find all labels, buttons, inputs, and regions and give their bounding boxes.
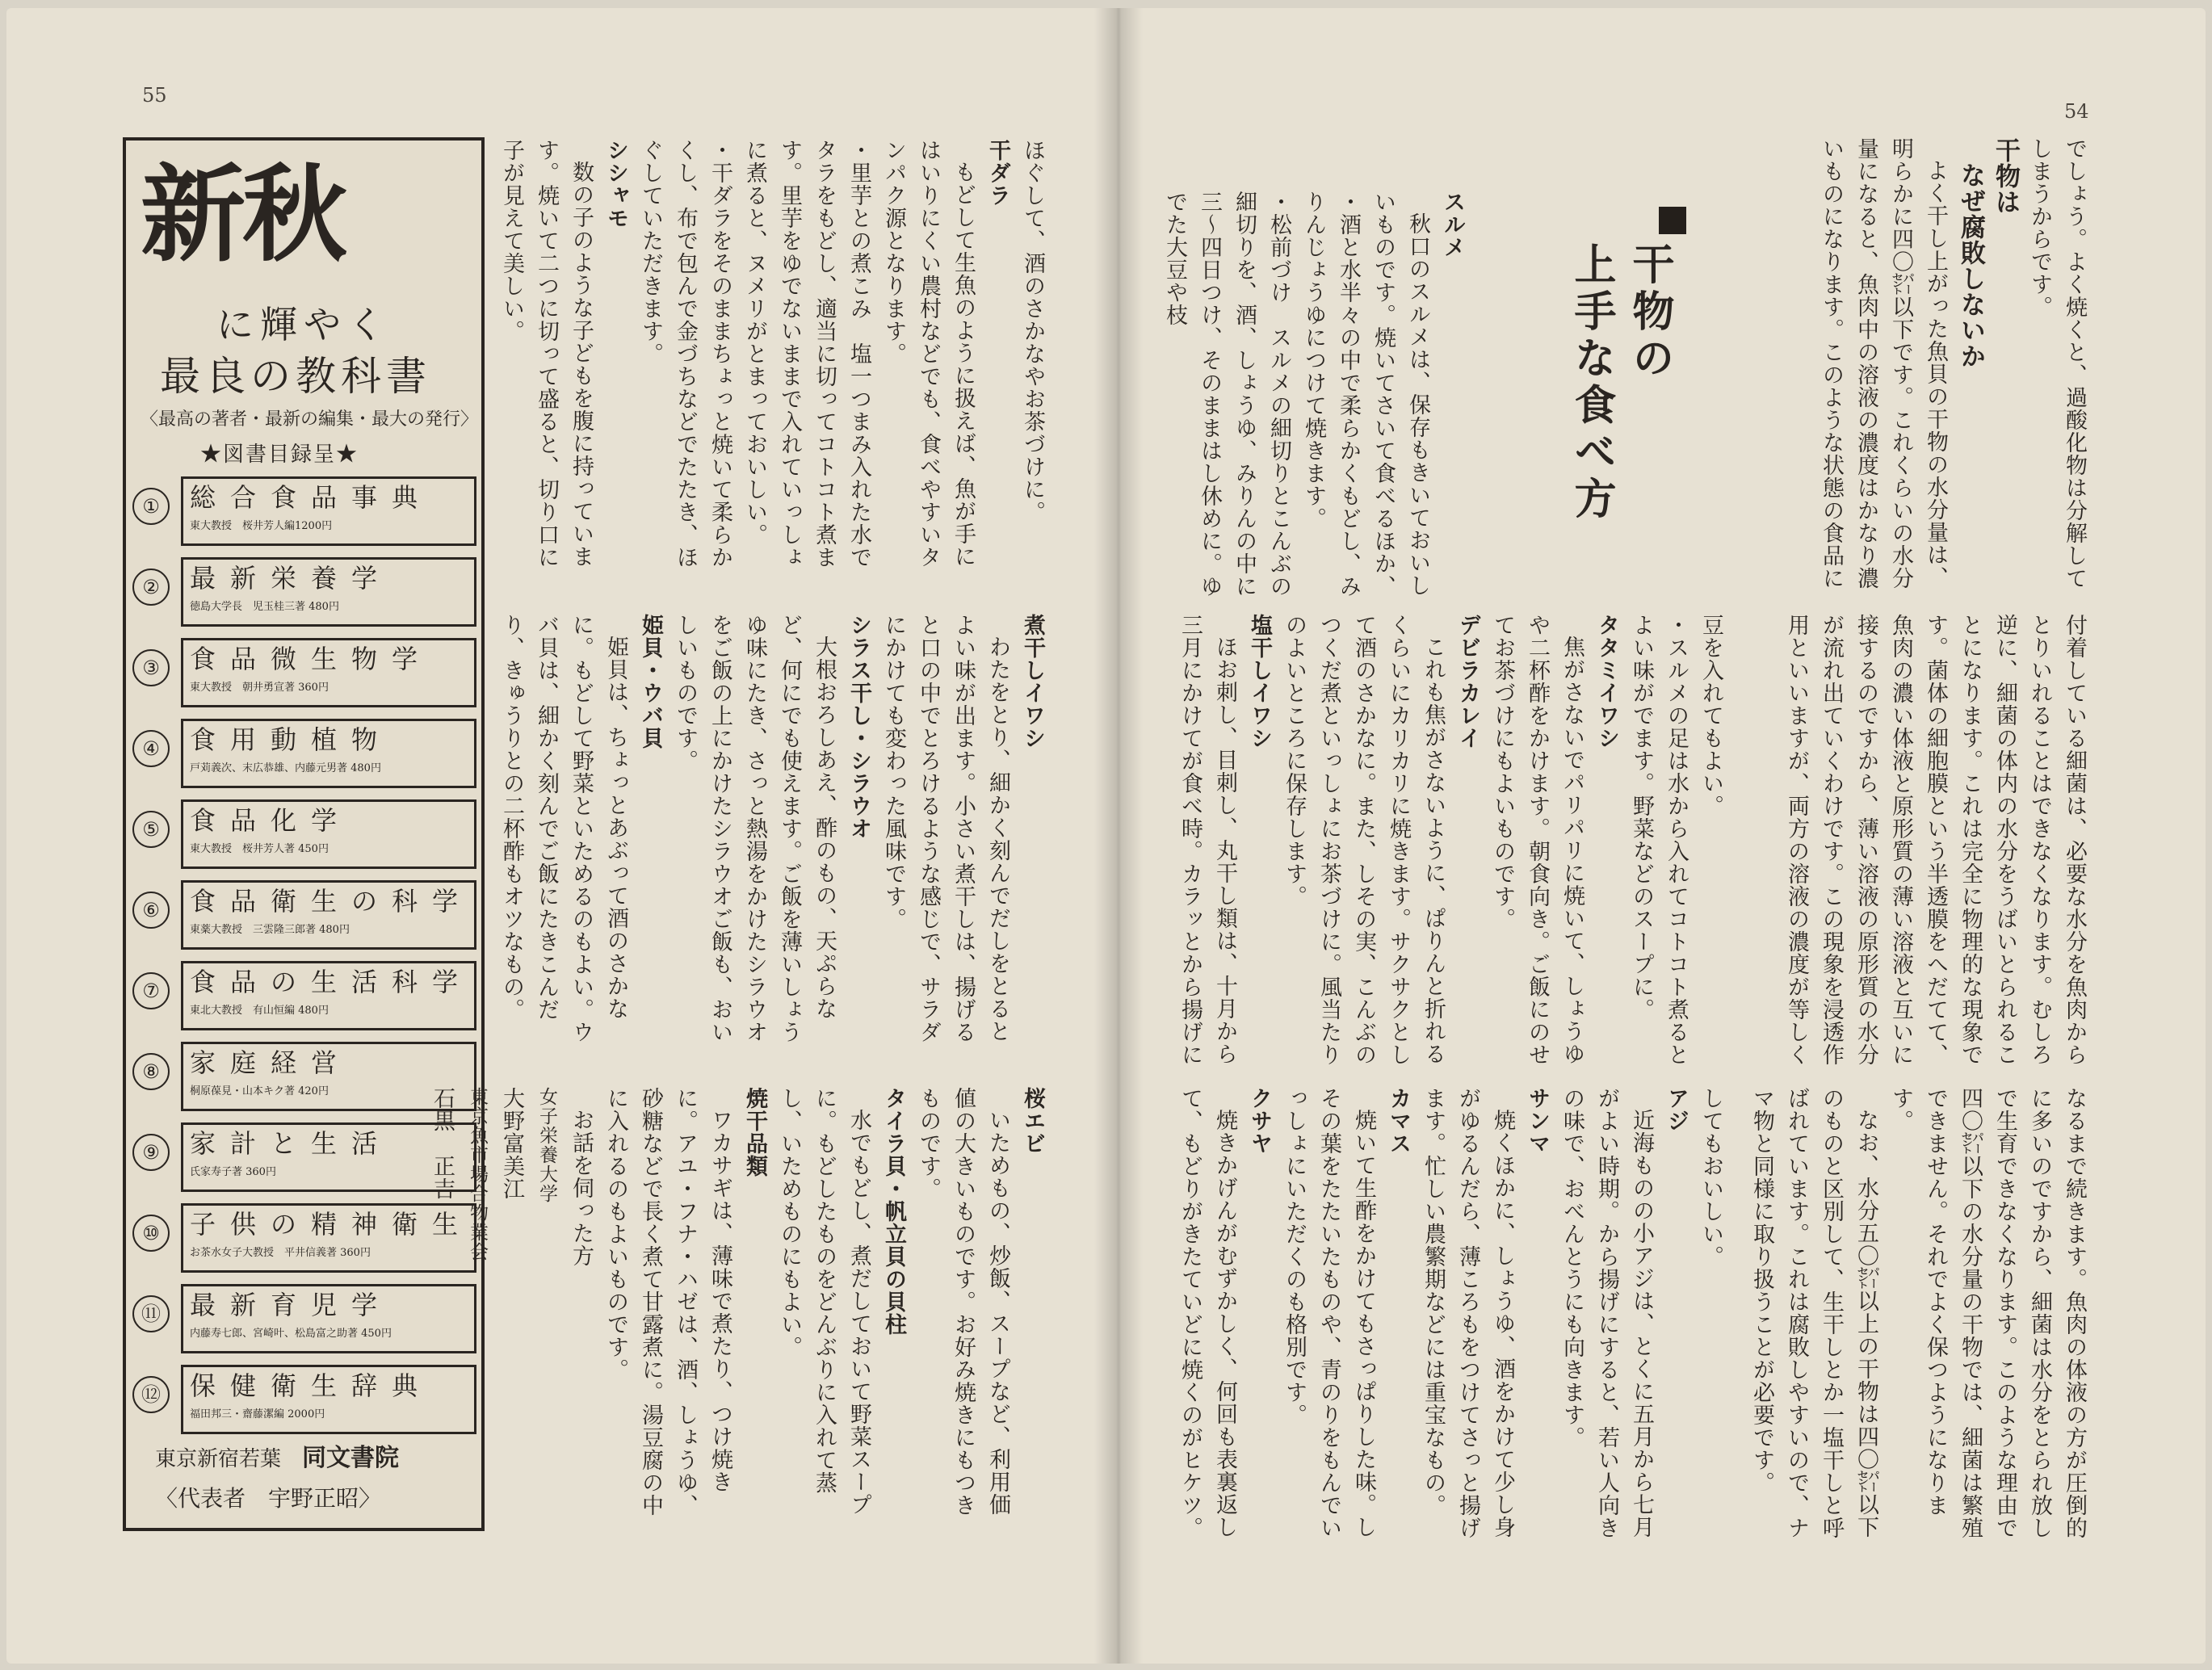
book-number: ③ [132, 649, 170, 686]
right-column-top [1744, 137, 2092, 590]
paragraph: 焼くほかに、しょうゆ、酒をかけて少し身がゆるんだら、薄ころもをつけてさっと揚げます。忙しい農繁期などには重宝なもの。 [1421, 1087, 1515, 1539]
book-title: 家計と生活 [190, 1128, 392, 1159]
book-title: 食用動植物 [190, 724, 392, 755]
section-heading: アジ [1664, 1087, 1689, 1132]
book-number: ⑪ [132, 1295, 170, 1332]
section-heading: カマス [1386, 1087, 1411, 1155]
paragraph: ほお刺し、目刺し、丸干し類は、十月から三月にかけてが食べ時。カラッとから揚げに [1177, 614, 1237, 1066]
ad-headline: 新秋 [141, 153, 345, 276]
paragraph: 近海ものの小アジは、とくに五月から七月がよい時期。から揚げにすると、若い人向きの味で、おべんとうにも向きます。 [1559, 1087, 1654, 1539]
book-title-box [181, 880, 476, 950]
paragraph: 秋口のスルメは、保存もきいておいしいものです。焼いてさいて食べるほか、 [1370, 191, 1430, 598]
ad-tagline: 〈最高の著者・最新の編集・最大の発行〉 [141, 409, 479, 430]
left-column-upper [499, 139, 1050, 575]
title-marker-square [1659, 207, 1686, 234]
book-number: ① [132, 488, 170, 525]
paragraph: してもおいしい。 [1698, 1087, 1723, 1268]
book-author: 東薬大教授 三雲隆三郎著 480円 [190, 924, 350, 936]
book-title: 最新育児学 [190, 1290, 392, 1320]
paragraph: 付着している細菌は、必要な水分を魚肉からとりいれることはできなくなります。むしろ逆に、細菌の体内の水分をうばいとられることになります。これは完全に物理的な現象です。菌体の細胞膜という半透膜をへだてて、魚肉の濃い体液と原形質の薄い溶液と互いに接するのですから、薄い溶液の原形質の水分が流れ出ていくわけです。この現象を浸透作用といいますが、両方の溶液の濃度が等しく [1784, 614, 2087, 1066]
book-title: 食品化学 [190, 805, 352, 836]
right-column-mid [1744, 614, 2092, 1066]
paragraph: ・酒と水半々の中で柔らかくもどし、みりんじょうゆにつけて焼きます。 [1301, 191, 1361, 598]
book-entry [132, 880, 473, 950]
book-entry [132, 961, 473, 1030]
section-heading: クサヤ [1247, 1087, 1272, 1155]
book-author: 桐原葆見・山本キク著 420円 [190, 1085, 329, 1097]
book-title: 家庭経営 [190, 1047, 352, 1078]
ad-list-title: ★図書目録呈★ [200, 443, 359, 467]
book-number: ⑧ [132, 1053, 170, 1090]
section-heading: タタミイワシ [1594, 614, 1619, 749]
credit-name: 大野富美江 [499, 1087, 524, 1200]
book-number: ⑥ [132, 892, 170, 929]
book-number: ⑨ [132, 1134, 170, 1171]
book-title-box [181, 799, 476, 869]
paragraph: ・松前づけ スルメの細切りとこんぶの細切りを、酒、しょうゆ、みりんの中に三〜四日つけ、そのままはし休めに。ゆでた大豆や枝 [1162, 191, 1291, 598]
ad-subheadline-1: に輝やく [216, 303, 391, 346]
book-author: 東北大教授 有山恒編 480円 [190, 1005, 329, 1017]
left-column-lower [430, 1087, 1050, 1523]
paragraph: いためもの、炒飯、スープなど、利用価値の大きいものです。お好み焼きにもつきものです。 [916, 1087, 1010, 1517]
section-heading: なぜ腐敗しないか [1956, 162, 1985, 369]
book-author: 東大教授 桜井芳人編1200円 [190, 520, 333, 532]
book-title: 子供の精神衛生 [190, 1209, 473, 1240]
paragraph: 焼きかげんがむずかしく、何回も表裏返して、もどりがきたていどに焼くのがヒケツ。 [1177, 1087, 1237, 1539]
article-title-line-1: 干物の [1625, 242, 1673, 383]
credit-name: 石黒 正吉 [430, 1087, 455, 1200]
book-entry [132, 1284, 470, 1353]
book-author: 内藤寿七郎、宮崎叶、松島富之助著 450円 [190, 1328, 392, 1340]
book-entry [132, 476, 470, 546]
paragraph: 焼いて生酢をかけてもさっぱりした味。しその葉をたたいたものや、青のりをもんでいっしょにいただくのも格別です。 [1282, 1087, 1376, 1539]
publisher-line [155, 1442, 399, 1475]
book-title-box [181, 557, 476, 627]
left-column-middle [499, 614, 1050, 1050]
paragraph: 水でもどし、煮だしておいて野菜スープに。もどしたものをどんぶりに入れて蒸し、いためものにもよい。 [777, 1087, 871, 1516]
book-title: 保健衛生辞典 [190, 1370, 433, 1401]
paragraph: ワカサギは、薄味で煮たり、つけ焼きに。アユ・フナ・ハゼは、酒、しょうゆ、砂糖などで長く煮て甘露煮に。湯豆腐の中に入れるのもよいものです。 [603, 1087, 732, 1517]
publisher-name: 同文書院 [302, 1444, 400, 1472]
book-author: 戸苅義次、末広恭雄、内藤元男著 480円 [190, 762, 381, 774]
book-title-box [181, 638, 476, 707]
section-heading: 干ダラ [985, 139, 1010, 207]
section-heading: シラス干し・シラウオ [846, 614, 871, 840]
book-author: 氏家寿子著 360円 [190, 1166, 276, 1178]
book-title: 食品衛生の科学 [190, 886, 473, 917]
section-heading: スルメ [1440, 191, 1465, 258]
paragraph: 姫貝は、ちょっとあぶって酒のさかなに。もどして野菜といためるのもよい。ウバ貝は、細かく刻んでご飯にたきこんだり、きゅうりとの二杯酢もオツなもの。 [499, 614, 628, 1043]
book-title: 最新栄養学 [190, 563, 392, 594]
book-entry [132, 557, 470, 627]
book-title: 食品の生活科学 [190, 967, 473, 997]
paragraph: 豆を入れてもよい。 [1698, 614, 1723, 817]
paragraph: これも焦がさないように、ぱりんと折れるくらいにカリカリに焼きます。サクサクとして酒のさかなに。また、しその実、こんぶのつくだ煮といっしょにお茶づけに。風当たりのよいところに保存します。 [1282, 614, 1446, 1066]
article-title [1501, 242, 1678, 549]
credit-org: 東京魚市場合物業会 [467, 1087, 488, 1261]
section-heading: サンマ [1525, 1087, 1550, 1155]
book-author: 東大教授 朝井勇宣著 360円 [190, 682, 329, 694]
right-column-bottom [1744, 1087, 2092, 1539]
book-title-box [181, 961, 476, 1030]
book-author: 福田邦三・齋藤潔編 2000円 [190, 1408, 325, 1420]
publisher-representative: 〈代表者 宇野正昭〉 [155, 1485, 382, 1512]
book-number: ④ [132, 730, 170, 767]
article-title-line-2: 上手な食べ方 [1567, 242, 1615, 523]
section-heading: 姫貝・ウバ貝 [638, 614, 663, 749]
book-title-box [181, 476, 476, 546]
right-column-b [1163, 614, 1728, 1066]
paragraph: よく干し上がった魚貝の干物の水分量は、明らかに四〇㌫以下です。これくらいの水分量になると、魚肉中の溶液の濃度はかなり濃いものになります。このような状態の食品に [1819, 137, 1948, 590]
paragraph: なるまで続きます。魚肉の体液の方が圧倒的に多いのですから、細菌は水分をとられ放しで生育できなくなります。このような理由で四〇㌫以下の水分量の干物では、細菌は繁殖できません。それでよく保つようになります。 [1888, 1087, 2087, 1539]
publisher-address: 東京新宿若葉 [155, 1447, 282, 1471]
paragraph: 焦がさないでパリパリに焼いて、しょうゆや二杯酢をかけます。朝食向き。ご飯にのせてお茶づけにもよいものです。 [1490, 614, 1584, 1066]
paragraph: なお、水分五〇㌫以上の干物は四〇㌫以下のものと区別して、生干しとか一塩干しと呼ばれています。これは腐敗しやすいので、ナマ物と同様に取り扱うことが必要です。 [1749, 1087, 1878, 1539]
credit-label: お話を伺った方 [569, 1109, 594, 1267]
credit-org: 女子栄養大学 [536, 1087, 557, 1203]
section-heading: 塩干しイワシ [1247, 614, 1272, 749]
ad-subheadline-2: 最良の教科書 [160, 353, 431, 400]
book-number: ⑫ [132, 1376, 170, 1413]
book-entry [132, 799, 470, 869]
paragraph: もどして生魚のように扱えば、魚が手にはいりにくい農村などでも、食べやすいタンパク源となります。 [881, 139, 976, 569]
right-column-a [1163, 191, 1470, 611]
book-entry [132, 638, 470, 707]
section-heading: 焼干品類 [742, 1087, 767, 1177]
book-entry [132, 1122, 470, 1192]
page-number-left: 55 [142, 84, 167, 107]
paragraph: ・里芋との煮こみ 塩一つまみ入れた水でタラをもどし、適当に切ってコトコト煮ます。里芋をゆでないままで入れていっしょに煮ると、ヌメリがとまっておいしい。 [742, 139, 871, 569]
book-entry [132, 1042, 470, 1111]
paragraph: 数の子のような子どもを腹に持っています。焼いて二つに切って盛ると、切り口に子が見えて美しい。 [499, 139, 594, 569]
book-title: 総合食品事典 [190, 482, 433, 513]
section-heading: シシャモ [603, 139, 628, 229]
book-entry [132, 1203, 473, 1273]
paragraph: ・スルメの足は水から入れてコトコト煮るとよい味がでます。野菜などのスープに。 [1629, 614, 1689, 1066]
book-gutter [1094, 8, 1143, 1664]
paragraph: わたをとり、細かく刻んでだしをとるとよい味が出ます。小さい煮干しは、揚げると口の中でとろけるような感じで、サラダにかけても変わった風味です。 [881, 614, 1010, 1043]
section-heading: 煮干しイワシ [1020, 614, 1045, 749]
paragraph: ほぐして、酒のさかなやお茶づけに。 [1020, 139, 1045, 523]
section-heading: デビラカレイ [1455, 614, 1480, 749]
book-title-box [181, 719, 476, 788]
book-number: ⑦ [132, 972, 170, 1009]
paragraph: でしょう。よく焼くと、過酸化物は分解してしまうからです。 [2027, 137, 2087, 590]
book-title: 食品微生物学 [190, 644, 433, 674]
book-entry [132, 1365, 470, 1434]
book-author: 徳島大学長 児玉桂三著 480円 [190, 601, 339, 613]
section-heading: 干物は [1991, 137, 2020, 215]
book-author: お茶水女子大教授 平井信義著 360円 [190, 1247, 371, 1259]
book-number: ② [132, 569, 170, 606]
book-number: ⑤ [132, 811, 170, 848]
page-number-right: 54 [2064, 100, 2089, 123]
book-entry [132, 719, 470, 788]
paragraph: 大根おろしあえ、酢のもの、天ぷらなど、何にでも使えます。ご飯を薄いしょうゆ味にたき、さっと熱湯をかけたシラウオをご飯の上にかけたシラウオご飯も、おいしいものです。 [673, 614, 837, 1043]
book-author: 東大教授 桜井芳人著 450円 [190, 843, 329, 855]
section-heading: 桜エビ [1020, 1087, 1045, 1155]
section-heading: タイラ貝・帆立貝の貝柱 [881, 1087, 906, 1336]
right-column-c [1163, 1087, 1728, 1539]
paragraph: ・干ダラをそのままちょっと焼いて柔らかくし、布で包んで金づちなどでたたき、ほぐしていただきます。 [638, 139, 732, 569]
book-number: ⑩ [132, 1215, 170, 1252]
